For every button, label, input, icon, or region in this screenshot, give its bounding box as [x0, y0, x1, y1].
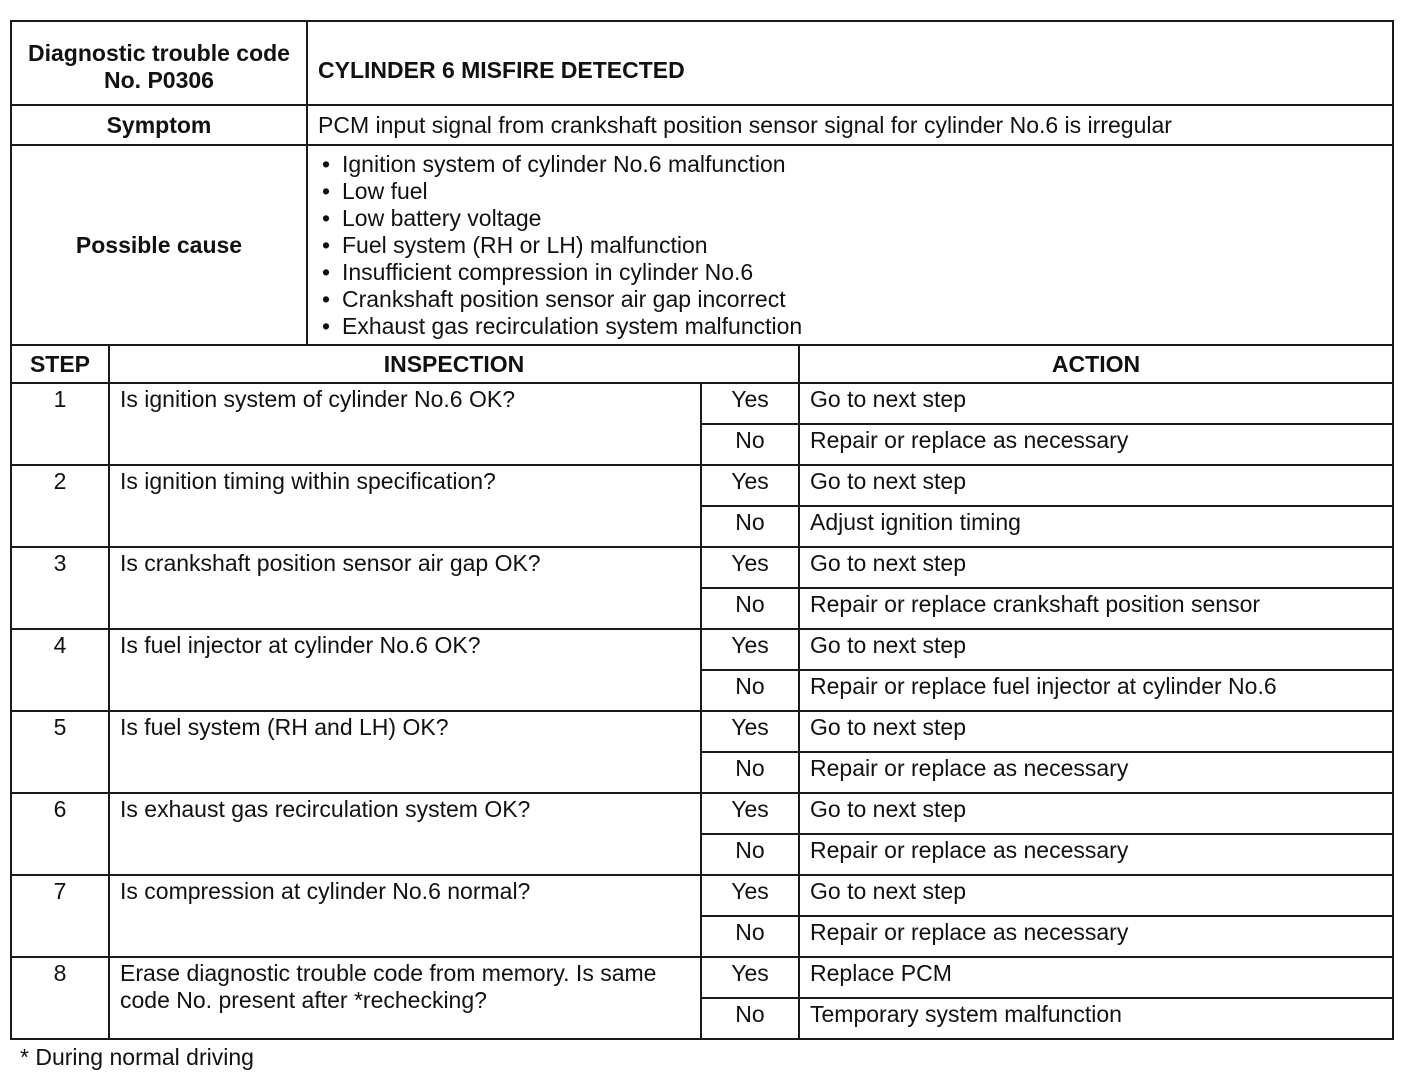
step-no-action: Temporary system malfunction	[799, 998, 1393, 1039]
step-no-action: Repair or replace as necessary	[799, 424, 1393, 465]
possible-cause-label: Possible cause	[11, 145, 307, 345]
footnote: * During normal driving	[20, 1044, 254, 1070]
step-yes-action: Go to next step	[799, 629, 1393, 670]
step-yes-label: Yes	[701, 793, 799, 834]
column-header-step: STEP	[11, 345, 109, 383]
step-number: 1	[11, 383, 109, 465]
step-yes-label: Yes	[701, 465, 799, 506]
possible-cause-item: • Crankshaft position sensor air gap incorrect	[318, 286, 1382, 313]
step-yes-action: Go to next step	[799, 383, 1393, 424]
diagnostic-sheet	[10, 20, 1392, 1040]
step-inspection: Is ignition timing within specification?	[109, 465, 701, 547]
step-row-yes	[11, 383, 1393, 424]
step-row-yes	[11, 875, 1393, 916]
step-yes-action: Go to next step	[799, 875, 1393, 916]
step-yes-label: Yes	[701, 383, 799, 424]
step-inspection: Is fuel injector at cylinder No.6 OK?	[109, 629, 701, 711]
step-yes-action: Go to next step	[799, 465, 1393, 506]
step-row-yes	[11, 711, 1393, 752]
step-inspection: Is fuel system (RH and LH) OK?	[109, 711, 701, 793]
step-yes-label: Yes	[701, 547, 799, 588]
step-inspection: Is crankshaft position sensor air gap OK?	[109, 547, 701, 629]
step-no-label: No	[701, 998, 799, 1039]
column-header-inspection: INSPECTION	[109, 345, 799, 383]
step-no-action: Adjust ignition timing	[799, 506, 1393, 547]
step-no-action: Repair or replace as necessary	[799, 834, 1393, 875]
header-table	[10, 20, 1394, 346]
symptom-label: Symptom	[11, 105, 307, 145]
step-number: 2	[11, 465, 109, 547]
step-inspection: Is compression at cylinder No.6 normal?	[109, 875, 701, 957]
step-number: 6	[11, 793, 109, 875]
step-number: 8	[11, 957, 109, 1039]
step-yes-action: Go to next step	[799, 793, 1393, 834]
step-no-label: No	[701, 670, 799, 711]
step-no-label: No	[701, 588, 799, 629]
step-row-yes	[11, 629, 1393, 670]
step-number: 3	[11, 547, 109, 629]
possible-cause-item: • Exhaust gas recirculation system malfunction	[318, 313, 1382, 340]
step-no-label: No	[701, 752, 799, 793]
step-number: 4	[11, 629, 109, 711]
step-number: 7	[11, 875, 109, 957]
possible-cause-list	[318, 146, 1382, 344]
steps-table	[10, 344, 1394, 1040]
dtc-code-label: Diagnostic trouble code No. P0306	[11, 21, 307, 105]
step-yes-action: Replace PCM	[799, 957, 1393, 998]
step-yes-label: Yes	[701, 629, 799, 670]
possible-cause-item: • Low battery voltage	[318, 205, 1382, 232]
dtc-title: CYLINDER 6 MISFIRE DETECTED	[307, 21, 1393, 105]
step-no-action: Repair or replace crankshaft position sensor	[799, 588, 1393, 629]
step-no-action: Repair or replace fuel injector at cylinder No.6	[799, 670, 1393, 711]
step-no-label: No	[701, 506, 799, 547]
step-no-action: Repair or replace as necessary	[799, 752, 1393, 793]
step-number: 5	[11, 711, 109, 793]
steps-body	[11, 383, 1393, 1039]
step-row-yes	[11, 957, 1393, 998]
possible-cause-item: • Fuel system (RH or LH) malfunction	[318, 232, 1382, 259]
step-yes-action: Go to next step	[799, 711, 1393, 752]
possible-cause-item: • Insufficient compression in cylinder No.6	[318, 259, 1382, 286]
step-no-label: No	[701, 916, 799, 957]
step-yes-action: Go to next step	[799, 547, 1393, 588]
possible-cause-cell	[307, 145, 1393, 345]
column-header-action: ACTION	[799, 345, 1393, 383]
step-yes-label: Yes	[701, 957, 799, 998]
step-row-yes	[11, 547, 1393, 588]
step-inspection: Is ignition system of cylinder No.6 OK?	[109, 383, 701, 465]
step-no-label: No	[701, 424, 799, 465]
step-inspection: Is exhaust gas recirculation system OK?	[109, 793, 701, 875]
symptom-text: PCM input signal from crankshaft position sensor signal for cylinder No.6 is irregular	[307, 105, 1393, 145]
step-no-action: Repair or replace as necessary	[799, 916, 1393, 957]
step-yes-label: Yes	[701, 711, 799, 752]
step-yes-label: Yes	[701, 875, 799, 916]
step-row-yes	[11, 465, 1393, 506]
step-no-label: No	[701, 834, 799, 875]
possible-cause-item: • Ignition system of cylinder No.6 malfunction	[318, 151, 1382, 178]
step-row-yes	[11, 793, 1393, 834]
possible-cause-item: • Low fuel	[318, 178, 1382, 205]
step-inspection: Erase diagnostic trouble code from memory. Is same code No. present after *rechecking?	[109, 957, 701, 1039]
